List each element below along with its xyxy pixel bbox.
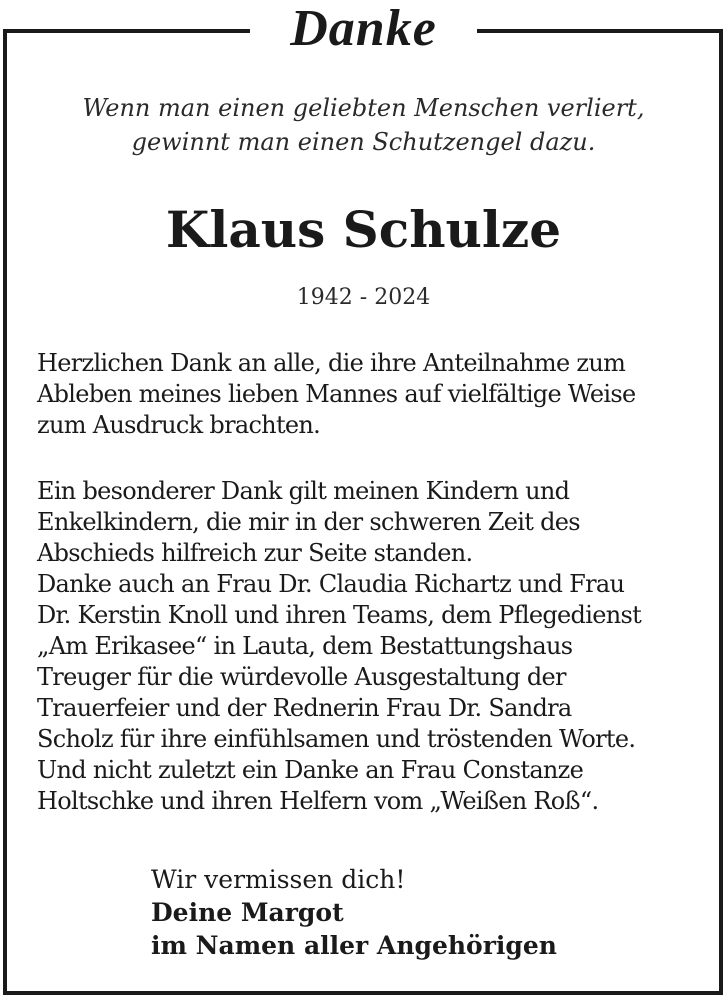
text-line: Ableben meines lieben Mannes auf vielfältige Weise <box>37 380 636 408</box>
text-line: Scholz für ihre einfühlsamen und tröstenden Worte. <box>37 725 636 753</box>
quote-line: Wenn man einen geliebten Menschen verliert, <box>82 94 645 122</box>
quote <box>0 91 727 159</box>
text-line: Abschieds hilfreich zur Seite standen. <box>37 539 473 567</box>
text-line: Enkelkindern, die mir in der schweren Zeit des <box>37 508 580 536</box>
text-line: zum Ausdruck brachten. <box>37 411 321 439</box>
thanks-paragraph-2 <box>37 476 707 817</box>
text-line: Holtschke und ihren Helfern vom „Weißen Roß“. <box>37 787 599 815</box>
deceased-name: Klaus Schulze <box>165 200 562 259</box>
header-title: Danke <box>250 0 477 60</box>
text-line: Ein besonderer Dank gilt meinen Kindern und <box>37 477 570 505</box>
text-line: „Am Erikasee“ in Lauta, dem Bestattungshaus <box>37 632 573 660</box>
signature-block <box>151 863 671 962</box>
text-line: Herzlichen Dank an alle, die ihre Anteilnahme zum <box>37 349 626 377</box>
quote-line: gewinnt man einen Schutzengel dazu. <box>131 128 596 156</box>
text-line: Treuger für die würdevolle Ausgestaltung der <box>37 663 566 691</box>
life-years: 1942 - 2024 <box>296 285 431 310</box>
text-line: Trauerfeier und der Rednerin Frau Dr. Sandra <box>37 694 572 722</box>
text-line: Danke auch an Frau Dr. Claudia Richartz und Frau <box>37 570 625 598</box>
signer-note: im Namen aller Angehörigen <box>151 931 557 960</box>
signer-name: Deine Margot <box>151 898 344 927</box>
text-line: Und nicht zuletzt ein Danke an Frau Constanze <box>37 756 584 784</box>
thanks-paragraph-1 <box>37 348 707 441</box>
closing-line: Wir vermissen dich! <box>151 865 406 894</box>
text-line: Dr. Kerstin Knoll und ihren Teams, dem Pflegedienst <box>37 601 642 629</box>
